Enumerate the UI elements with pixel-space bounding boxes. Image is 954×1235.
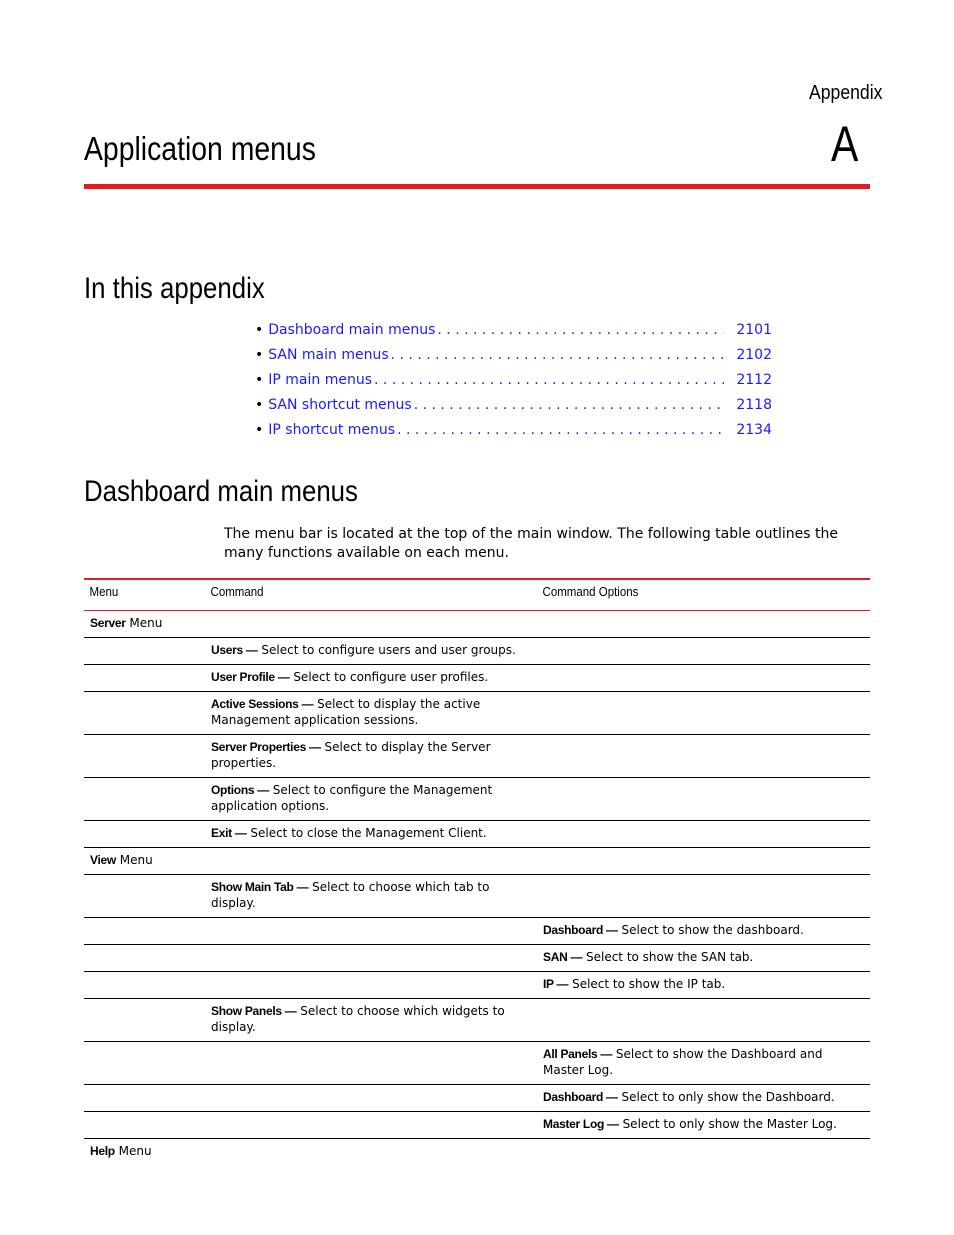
command-description: Select to configure users and user groups.: [257, 643, 516, 657]
table-row: [84, 999, 870, 1042]
menu-cell: [84, 692, 205, 735]
command-description: Select to display the active Management application sessions.: [211, 697, 481, 727]
table-row: [84, 638, 870, 665]
toc-item[interactable]: [255, 372, 772, 397]
command-cell: [205, 692, 537, 735]
menu-cell: [84, 875, 205, 918]
chapter-title: Application menus: [84, 130, 316, 167]
options-cell: [537, 665, 870, 692]
menu-cell: [84, 848, 205, 875]
option-name: SAN —: [543, 950, 583, 964]
menu-cell: [84, 778, 205, 821]
command-cell: [205, 918, 537, 945]
command-description: Select to configure user profiles.: [289, 670, 489, 684]
menu-cell: [84, 945, 205, 972]
command-cell: [205, 1085, 537, 1112]
option-name: Dashboard —: [543, 923, 618, 937]
command-name: Exit —: [211, 826, 247, 840]
command-name: Show Main Tab —: [211, 880, 309, 894]
toc-item-label[interactable]: SAN main menus: [268, 347, 389, 363]
menu-cell: [84, 918, 205, 945]
menu-cell: [84, 821, 205, 848]
toc-leader-dots: [414, 397, 724, 413]
table-header-row: [84, 579, 870, 611]
table-row: [84, 1139, 870, 1166]
bullet-icon: •: [255, 322, 264, 338]
command-cell: [205, 1112, 537, 1139]
toc-item-page[interactable]: 2134: [736, 422, 772, 438]
bullet-icon: •: [255, 372, 264, 388]
command-cell: [205, 1139, 537, 1166]
toc-item-page[interactable]: 2102: [736, 347, 772, 363]
appendix-letter: A: [830, 116, 858, 172]
menu-cell: [84, 999, 205, 1042]
option-name: IP —: [543, 977, 569, 991]
command-cell: [205, 665, 537, 692]
header-command-options: Command Options: [542, 585, 639, 599]
command-name: Options —: [211, 783, 269, 797]
option-description: Select to show the SAN tab.: [582, 950, 754, 964]
options-cell: [537, 778, 870, 821]
menu-table: [84, 578, 870, 1165]
menu-cell: [84, 1085, 205, 1112]
command-description: Select to display the Server properties.: [211, 740, 491, 770]
command-cell: [205, 945, 537, 972]
appendix-label: Appendix: [808, 82, 882, 104]
options-cell: [537, 638, 870, 665]
dashboard-main-menus-title: Dashboard main menus: [84, 475, 358, 508]
toc-item-page[interactable]: 2118: [736, 397, 772, 413]
command-cell: [205, 875, 537, 918]
bullet-icon: •: [255, 397, 264, 413]
command-cell: [205, 821, 537, 848]
table-row: [84, 972, 870, 999]
toc-item[interactable]: [255, 347, 772, 372]
table-row: [84, 665, 870, 692]
toc-leader-dots: [374, 372, 724, 388]
options-cell: [537, 848, 870, 875]
command-description: Select to configure the Management application options.: [211, 783, 493, 813]
toc-leader-dots: [397, 422, 724, 438]
command-cell: [205, 1042, 537, 1085]
table-row: [84, 692, 870, 735]
options-cell: [537, 735, 870, 778]
command-name: Server Properties —: [211, 740, 321, 754]
menu-cell: [84, 611, 205, 638]
toc-leader-dots: [391, 347, 724, 363]
menu-cell: [84, 735, 205, 778]
table-row: [84, 945, 870, 972]
command-name: Active Sessions —: [211, 697, 314, 711]
option-name: Master Log —: [543, 1117, 619, 1131]
options-cell: [537, 972, 870, 999]
options-cell: [537, 821, 870, 848]
command-cell: [205, 972, 537, 999]
options-cell: [537, 1112, 870, 1139]
command-cell: [205, 638, 537, 665]
table-row: [84, 1042, 870, 1085]
toc-item-page[interactable]: 2101: [736, 322, 772, 338]
menu-suffix: Menu: [125, 616, 163, 630]
header-command: Command: [210, 585, 264, 599]
toc-item-label[interactable]: IP main menus: [268, 372, 373, 388]
menu-cell: [84, 665, 205, 692]
command-cell: [205, 611, 537, 638]
bullet-icon: •: [255, 422, 264, 438]
menu-suffix: Menu: [115, 853, 153, 867]
command-description: Select to choose which tab to display.: [211, 880, 490, 910]
toc-item-label[interactable]: IP shortcut menus: [268, 422, 396, 438]
menu-cell: [84, 638, 205, 665]
options-cell: [537, 692, 870, 735]
table-row: [84, 875, 870, 918]
command-description: Select to choose which widgets to display.: [211, 1004, 505, 1034]
command-cell: [205, 778, 537, 821]
table-row: [84, 735, 870, 778]
menu-name: View: [90, 853, 116, 867]
menu-cell: [84, 1139, 205, 1166]
header-menu: Menu: [89, 585, 119, 599]
command-name: Show Panels —: [211, 1004, 297, 1018]
menu-cell: [84, 972, 205, 999]
command-cell: [205, 999, 537, 1042]
toc-item[interactable]: [255, 422, 772, 447]
command-cell: [205, 848, 537, 875]
option-name: All Panels —: [543, 1047, 613, 1061]
toc-item[interactable]: [255, 322, 772, 347]
bullet-icon: •: [255, 347, 264, 363]
command-cell: [205, 735, 537, 778]
chapter-title-rule: [84, 184, 870, 189]
options-cell: [537, 945, 870, 972]
option-description: Select to show the dashboard.: [617, 923, 804, 937]
options-cell: [537, 611, 870, 638]
table-row: [84, 918, 870, 945]
option-description: Select to show the IP tab.: [568, 977, 726, 991]
in-this-appendix-title: In this appendix: [84, 272, 265, 305]
command-name: Users —: [211, 643, 258, 657]
menu-name: Help: [90, 1144, 115, 1158]
menu-cell: [84, 1112, 205, 1139]
toc-item-label[interactable]: Dashboard main menus: [268, 322, 436, 338]
toc-list: [255, 322, 772, 447]
options-cell: [537, 1085, 870, 1112]
toc-item-label[interactable]: SAN shortcut menus: [268, 397, 412, 413]
table-row: [84, 848, 870, 875]
table-row: [84, 1112, 870, 1139]
options-cell: [537, 999, 870, 1042]
toc-leader-dots: [437, 322, 724, 338]
command-description: Select to close the Management Client.: [246, 826, 487, 840]
table-row: [84, 611, 870, 638]
options-cell: [537, 1042, 870, 1085]
options-cell: [537, 918, 870, 945]
toc-item-page[interactable]: 2112: [736, 372, 772, 388]
menu-suffix: Menu: [114, 1144, 152, 1158]
options-cell: [537, 1139, 870, 1166]
menu-cell: [84, 1042, 205, 1085]
toc-item[interactable]: [255, 397, 772, 422]
menu-name: Server: [90, 616, 126, 630]
table-row: [84, 821, 870, 848]
option-name: Dashboard —: [543, 1090, 618, 1104]
command-name: User Profile —: [211, 670, 290, 684]
intro-paragraph: The menu bar is located at the top of the main window. The following table outlines the many functions available on each menu.: [224, 526, 838, 561]
options-cell: [537, 875, 870, 918]
option-description: Select to only show the Master Log.: [618, 1117, 837, 1131]
option-description: Select to only show the Dashboard.: [617, 1090, 835, 1104]
table-row: [84, 1085, 870, 1112]
option-description: Select to show the Dashboard and Master Log.: [543, 1047, 823, 1077]
table-row: [84, 778, 870, 821]
